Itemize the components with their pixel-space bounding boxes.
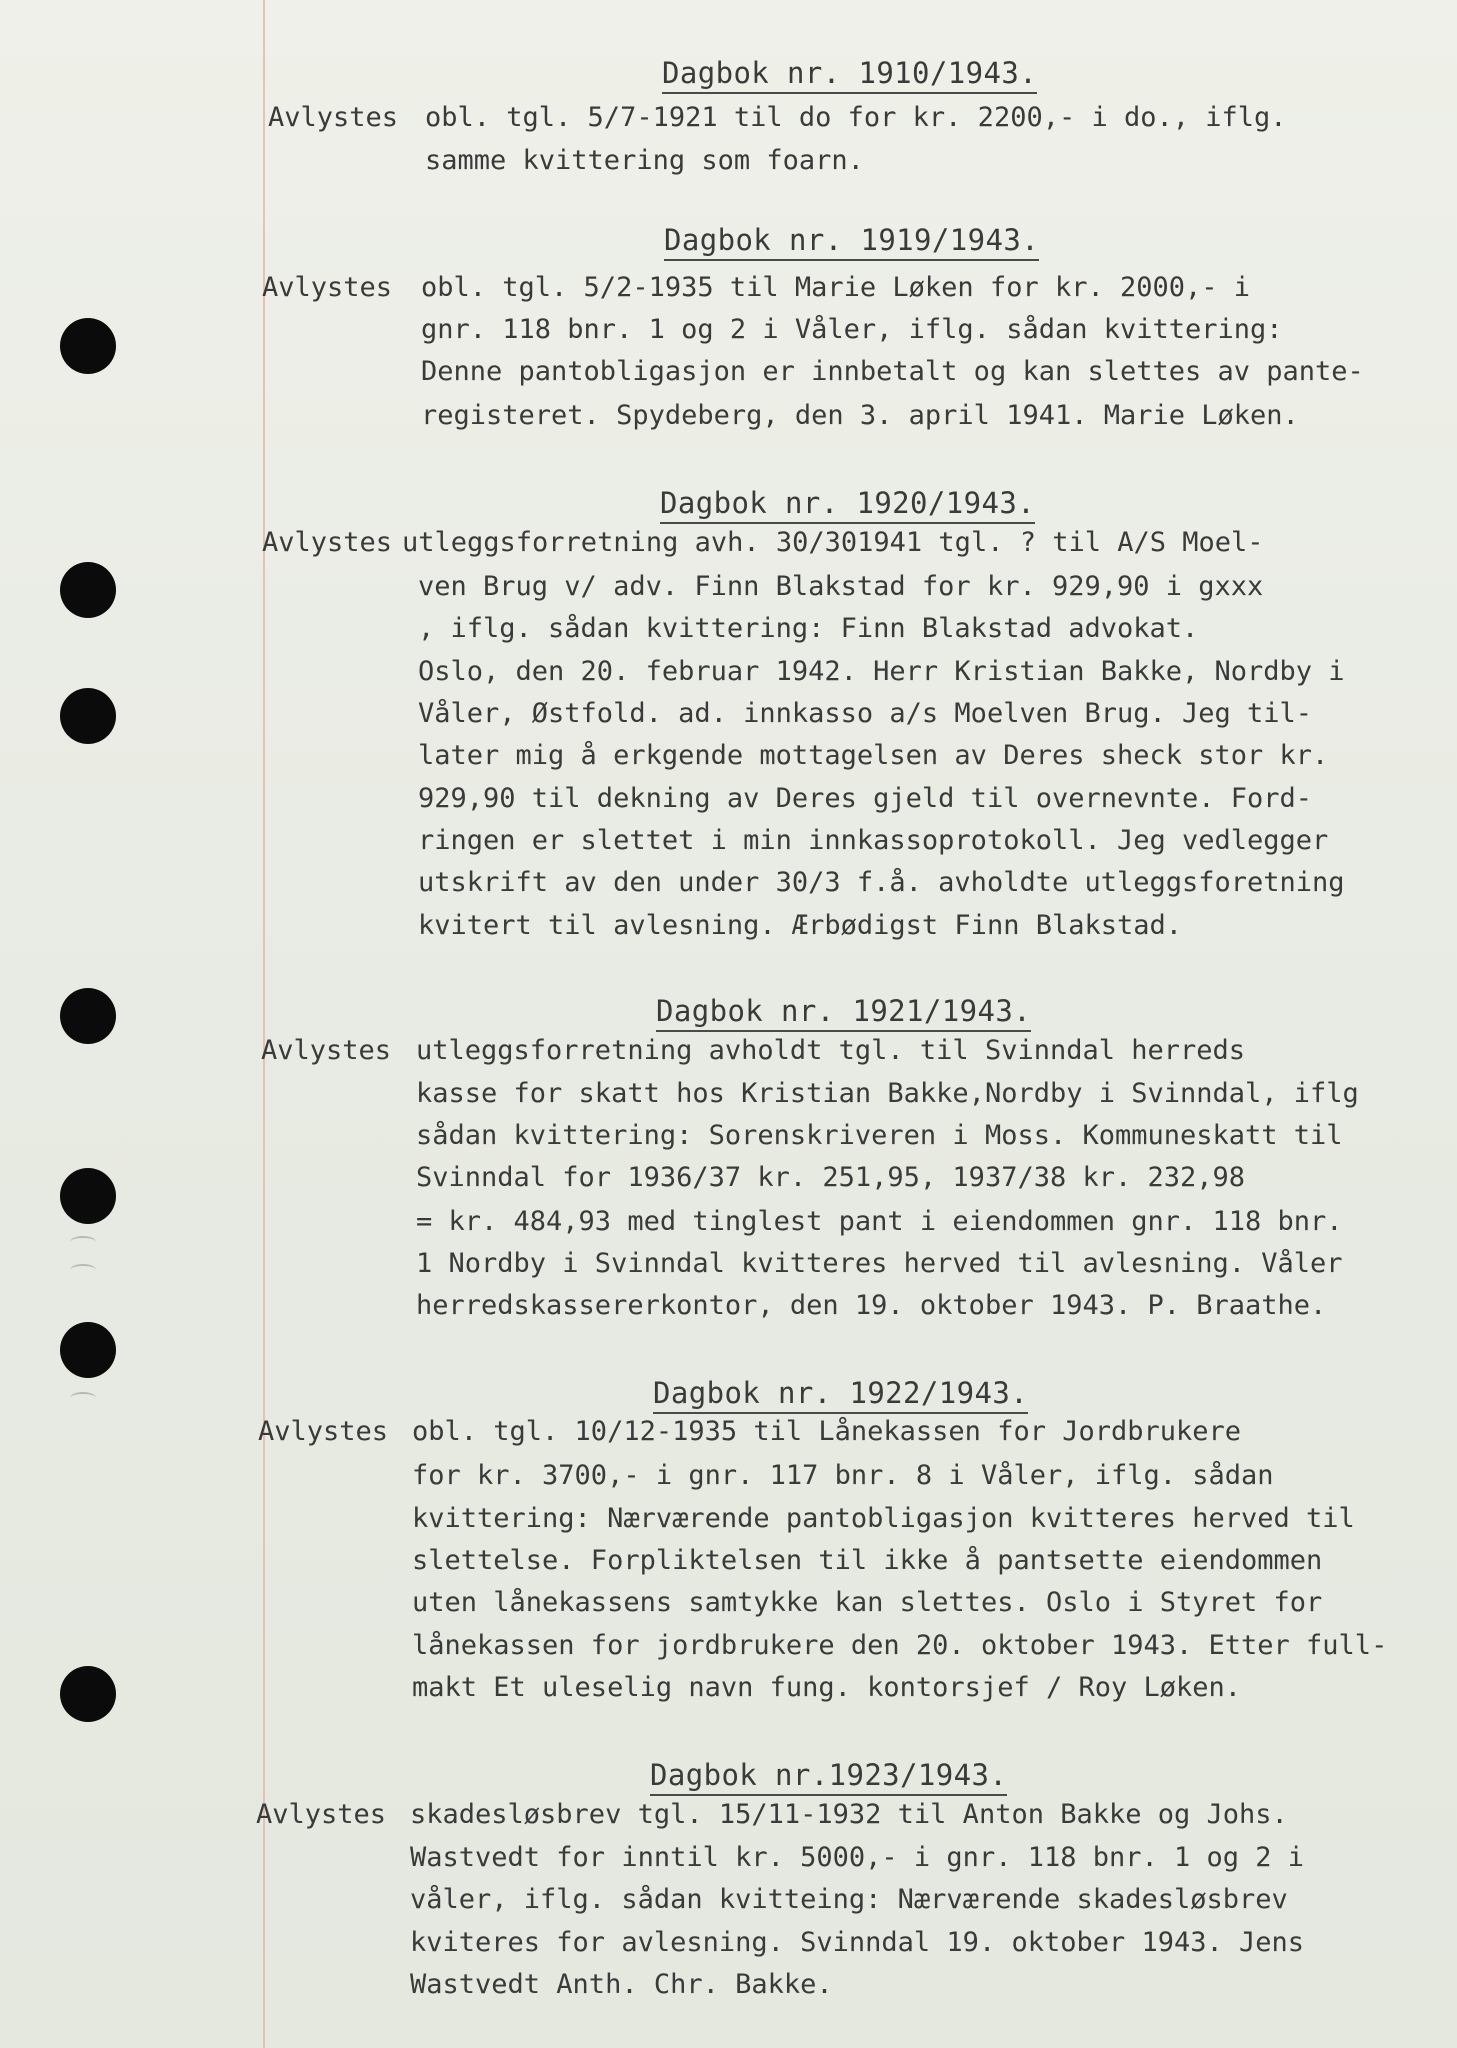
entry-line: våler, iflg. sådan kvitteing: Nærværende skadesløsbrev — [410, 1884, 1288, 1915]
entry-heading: Dagbok nr. 1921/1943. — [656, 994, 1031, 1032]
entry-line: ven Brug v/ adv. Finn Blakstad for kr. 929,90 i gxxx — [418, 571, 1264, 602]
entry-line: utleggsforretning avholdt tgl. til Svinndal herreds — [416, 1035, 1246, 1066]
entry-label: Avlystes — [262, 272, 393, 303]
entry-line: skadesløsbrev tgl. 15/11-1932 til Anton Bakke og Johs. — [410, 1799, 1288, 1830]
punch-hole — [60, 1666, 116, 1722]
entry-line: herredskassererkontor, den 19. oktober 1943. P. Braathe. — [416, 1290, 1327, 1321]
entry-line: later mig å erkgende mottagelsen av Deres sheck stor kr. — [418, 740, 1329, 771]
entry-line: Våler, Østfold. ad. innkasso a/s Moelven Brug. Jeg til- — [418, 698, 1313, 729]
entry-line: utskrift av den under 30/3 f.å. avholdte utleggsforetning — [418, 867, 1345, 898]
punch-hole — [60, 988, 116, 1044]
punch-hole — [60, 562, 116, 618]
entry-line: gnr. 118 bnr. 1 og 2 i Våler, iflg. sådan kvittering: — [421, 314, 1283, 345]
entry-label: Avlystes — [262, 527, 393, 558]
punch-hole — [60, 1168, 116, 1224]
entry-label: Avlystes — [268, 102, 399, 133]
entry-line: Oslo, den 20. februar 1942. Herr Kristian Bakke, Nordby i — [418, 656, 1345, 687]
entry-label: Avlystes — [261, 1035, 392, 1066]
punch-hole — [60, 318, 116, 374]
entry-line: utleggsforretning avh. 30/301941 tgl. ? til A/S Moel- — [402, 527, 1264, 558]
hole-mark — [70, 1392, 96, 1404]
entry-line: for kr. 3700,- i gnr. 117 bnr. 8 i Våler, iflg. sådan — [412, 1460, 1274, 1491]
entry-line: kviteres for avlesning. Svinndal 19. oktober 1943. Jens — [410, 1927, 1305, 1958]
entry-heading: Dagbok nr. 1910/1943. — [662, 56, 1037, 94]
entry-line: obl. tgl. 10/12-1935 til Lånekassen for Jordbrukere — [412, 1416, 1242, 1447]
punch-hole — [60, 1322, 116, 1378]
entry-heading: Dagbok nr.1923/1943. — [650, 1758, 1007, 1796]
entry-line: kasse for skatt hos Kristian Bakke,Nordby i Svinndal, iflg — [416, 1078, 1359, 1109]
entry-line: kvitert til avlesning. Ærbødigst Finn Blakstad. — [418, 910, 1183, 941]
entry-heading: Dagbok nr. 1922/1943. — [653, 1376, 1028, 1414]
entry-line: registeret. Spydeberg, den 3. april 1941. Marie Løken. — [421, 400, 1299, 431]
entry-line: samme kvittering som foarn. — [425, 145, 864, 176]
entry-label: Avlystes — [256, 1799, 387, 1830]
entry-line: Denne pantobligasjon er innbetalt og kan slettes av pante- — [421, 356, 1364, 387]
entry-line: = kr. 484,93 med tinglest pant i eiendommen gnr. 118 bnr. — [416, 1206, 1343, 1237]
entry-line: , iflg. sådan kvittering: Finn Blakstad advokat. — [418, 613, 1199, 644]
entry-line: 929,90 til dekning av Deres gjeld til overnevnte. Ford- — [418, 783, 1313, 814]
margin-rule — [263, 0, 265, 2048]
entry-line: ringen er slettet i min innkassoprotokoll. Jeg vedlegger — [418, 825, 1329, 856]
entry-line: obl. tgl. 5/2-1935 til Marie Løken for kr. 2000,- i — [421, 272, 1251, 303]
entry-line: lånekassen for jordbrukere den 20. oktober 1943. Etter full- — [412, 1630, 1388, 1661]
entry-line: sådan kvittering: Sorenskriveren i Moss. Kommuneskatt til — [416, 1120, 1343, 1151]
entry-line: makt Et uleselig navn fung. kontorsjef / Roy Løken. — [412, 1672, 1242, 1703]
entry-line: Wastvedt for inntil kr. 5000,- i gnr. 118 bnr. 1 og 2 i — [410, 1842, 1305, 1873]
entry-line: 1 Nordby i Svinndal kvitteres herved til avlesning. Våler — [416, 1248, 1343, 1279]
entry-line: uten lånekassens samtykke kan slettes. Oslo i Styret for — [412, 1587, 1323, 1618]
entry-line: Wastvedt Anth. Chr. Bakke. — [410, 1969, 833, 2000]
hole-mark — [70, 1264, 96, 1276]
entry-line: Svinndal for 1936/37 kr. 251,95, 1937/38 kr. 232,98 — [416, 1162, 1246, 1193]
entry-heading: Dagbok nr. 1919/1943. — [664, 223, 1039, 261]
entry-heading: Dagbok nr. 1920/1943. — [660, 486, 1035, 524]
hole-mark — [70, 1236, 96, 1248]
entry-label: Avlystes — [258, 1416, 389, 1447]
entry-line: obl. tgl. 5/7-1921 til do for kr. 2200,- i do., iflg. — [425, 102, 1287, 133]
entry-line: kvittering: Nærværende pantobligasjon kvitteres herved til — [412, 1503, 1355, 1534]
entry-line: slettelse. Forpliktelsen til ikke å pantsette eiendommen — [412, 1545, 1323, 1576]
punch-hole — [60, 688, 116, 744]
